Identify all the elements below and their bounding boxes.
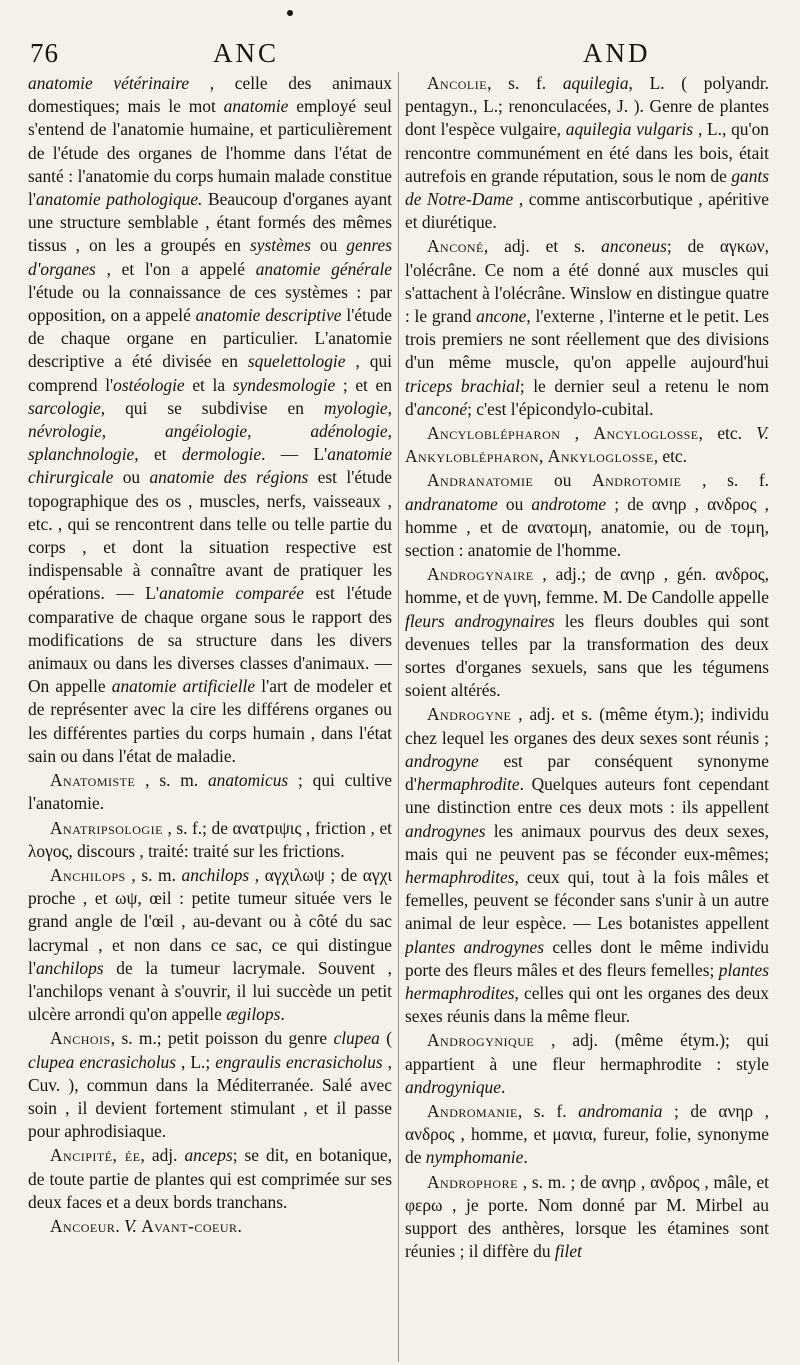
- italic-term: V.: [756, 423, 769, 444]
- dictionary-entry: [405, 469, 769, 562]
- dictionary-entry: [405, 1100, 769, 1170]
- entry-text: .: [523, 1147, 528, 1168]
- italic-term: fleurs androgynaires: [405, 610, 555, 631]
- italic-term: hermaphrodites: [405, 866, 515, 887]
- entry-text: est par conséquent synonyme d': [405, 750, 769, 795]
- entry-headword: Ancyloglosse: [593, 423, 699, 444]
- column-divider: [398, 72, 399, 1362]
- dictionary-entry: [405, 72, 769, 234]
- italic-term: aquilegia: [562, 73, 629, 93]
- entry-headword: Ankyloblépharon, Ankyloglosse: [405, 446, 654, 467]
- entry-text: , s. f.: [681, 470, 769, 491]
- entry-text: ,: [560, 423, 594, 444]
- entry-text: ; c'est l'épicondylo-cubital.: [467, 398, 654, 419]
- entry-text: Beaucoup d'organes ayant une structure semblable , étant formés des mêmes tissus , on les a groupés en: [28, 189, 392, 256]
- entry-text: celles dont le même individu porte des fleurs mâles et des fleurs femelles;: [405, 936, 769, 980]
- entry-text: (: [379, 1028, 392, 1049]
- dictionary-entry: [405, 703, 769, 1028]
- italic-term: anatomie des régions: [149, 467, 309, 488]
- italic-term: anchilops: [181, 864, 250, 885]
- dictionary-entry: [28, 1144, 392, 1214]
- italic-term: splanchnologie: [28, 444, 135, 465]
- entry-text: , s. m. ; de ανηρ , ανδρος , mâle, et φερω , je porte. Nom donné par M. Mirbel au support des anthères, lorsque les étamines sont réunies ; il diffère du: [405, 1171, 769, 1262]
- italic-term: anatomie pathologique.: [35, 189, 203, 210]
- italic-term: andromania: [578, 1100, 663, 1121]
- entry-headword: Androgynique: [427, 1030, 535, 1051]
- entry-text: , s. m.: [125, 864, 182, 885]
- dictionary-entry: [405, 1171, 769, 1264]
- italic-term: androtome: [531, 493, 607, 514]
- entry-text: , L. ( polyandr. pentagyn., L.; renonculacées, J. ). Genre de plantes dont l'espèce vulgaire,: [405, 73, 769, 140]
- entry-headword: Anchois: [50, 1028, 111, 1049]
- entry-text: .: [500, 1076, 506, 1097]
- entry-headword: Anatomiste: [50, 770, 136, 791]
- italic-term: anatomicus: [207, 770, 289, 791]
- italic-term: plantes androgynes: [405, 936, 545, 957]
- italic-term: ostéologie: [113, 374, 185, 395]
- italic-term: andranatome: [405, 493, 498, 514]
- entry-text: , l'externe , l'interne et le petit. Les trois premiers ne sont réellement que des divisions d'un même muscle, qu'on appelle aujourd'hui: [405, 306, 769, 373]
- dictionary-entry: [405, 1029, 769, 1099]
- entry-text: l'étude de chaque organe en particulier. L'anatomie descriptive a été divisée en: [28, 305, 392, 372]
- entry-text: l'art de modeler et de représenter avec la cire les différens organes ou les différentes parties du corps humain , dans l'état sain ou dans l'état de maladie.: [28, 676, 392, 766]
- italic-term: V.: [124, 1215, 137, 1236]
- dictionary-entry: [28, 769, 392, 815]
- entry-text: , comme antiscorbutique , apéritive et diurétique.: [405, 189, 769, 233]
- entry-text: .: [237, 1215, 242, 1236]
- entry-text: , L., qu'on rencontre communément en été dans les bois, était autrefois en grande réputation, sous le nom de: [405, 119, 769, 186]
- italic-term: dermologie: [181, 444, 262, 465]
- entry-text: , qui comprend l': [28, 351, 392, 395]
- entry-text: de la tumeur lacrymale. Souvent , l'anchilops venant à s'ouvrir, il lui succède un petit ulcère arrondi qu'on appelle: [28, 957, 392, 1025]
- italic-term: anatomie comparée: [159, 583, 304, 604]
- entry-headword: Andranatomie: [427, 470, 534, 491]
- italic-term: nymphomanie: [425, 1147, 524, 1168]
- italic-term: gants de Notre-Dame: [405, 165, 769, 210]
- entry-text: , et l'on a appelé: [95, 258, 256, 279]
- page-number: 76: [30, 38, 59, 68]
- entry-headword: Anconé: [427, 236, 484, 257]
- italic-term: filet: [554, 1241, 582, 1262]
- entry-headword: Andromanie: [427, 1100, 518, 1121]
- italic-term: anconeus: [601, 236, 667, 257]
- entry-headword: Androgynaire: [427, 564, 534, 585]
- entry-headword: Avant-coeur: [141, 1215, 238, 1236]
- entry-headword: Anatripsologie: [50, 817, 163, 838]
- entry-text: , adj.: [140, 1145, 185, 1166]
- entry-text: , ceux qui, tout à la fois mâles et femelles, peuvent se féconder sans s'unir à un autre animal de leur espèce. — Les botanistes appellent: [405, 866, 769, 934]
- italic-term: anceps: [184, 1145, 233, 1166]
- italic-term: aquilegia vulgaris: [565, 119, 694, 140]
- entry-text: . Quelques auteurs font cependant une distinction entre ces deux mots : ils appellent: [405, 774, 769, 818]
- italic-term: anatomie descriptive: [195, 305, 342, 326]
- dictionary-entry: [28, 1215, 392, 1238]
- italic-term: androgyne: [405, 750, 479, 771]
- entry-text: ; le dernier seul a retenu le nom d': [405, 375, 769, 419]
- left-column: [28, 72, 392, 1362]
- entry-headword: Androphore: [427, 1171, 518, 1192]
- dictionary-entry: [405, 235, 769, 421]
- dictionary-entry: [28, 864, 392, 1026]
- entry-text: , etc.: [653, 446, 687, 467]
- entry-text: ; et en: [335, 374, 392, 395]
- italic-term: systèmes: [250, 235, 311, 256]
- entry-text: , adj. et s. (même étym.); individu chez lequel les organes des deux sexes sont réunis ;: [405, 704, 769, 748]
- entry-text: ou: [533, 470, 593, 491]
- entry-text: . — L': [261, 444, 328, 465]
- italic-term: anatomie vétérinaire: [28, 73, 190, 93]
- ink-speck: [287, 10, 293, 16]
- italic-term: anchilops: [35, 957, 104, 978]
- entry-text: .: [280, 1004, 285, 1025]
- running-head-right: AND: [583, 38, 651, 68]
- entry-text: , s. m.; petit poisson du genre: [110, 1028, 334, 1049]
- right-column: [405, 72, 769, 1362]
- entry-text: , s. m.: [135, 770, 208, 791]
- italic-term: hermaphrodite: [416, 774, 520, 795]
- page-header: [28, 38, 788, 68]
- italic-term: anatomie: [223, 96, 289, 117]
- entry-text: ,: [387, 397, 392, 418]
- entry-text: ; de ανηρ , ανδρος , homme, et μανια, fureur, folie, synonyme de: [405, 1100, 769, 1168]
- italic-term: ancone: [476, 306, 527, 327]
- dictionary-entry: [405, 563, 769, 702]
- italic-term: plantes hermaphrodites: [405, 959, 769, 1003]
- dictionary-entry: [28, 1027, 392, 1143]
- entry-text: et la: [184, 374, 233, 395]
- dictionary-entry: [405, 422, 769, 468]
- entry-text: , adj. et s.: [483, 236, 602, 257]
- entry-text: l'étude ou la connaissance de ces systèmes : par opposition, on a appelé: [28, 281, 392, 326]
- italic-term: sarcologie: [28, 397, 101, 418]
- italic-term: angéiologie: [164, 421, 248, 442]
- entry-text: ou: [497, 493, 532, 514]
- entry-text: , qui se subdivise en: [100, 397, 324, 418]
- entry-text: ,: [387, 421, 392, 442]
- entry-text: , αγχιλωψ ; de αγχι proche , et ωψ, œil : petite tumeur située vers le grand angle de l'œil , au-devant ou à côté du sac lacrymal , et non dans ce sac, ce qui distingue l': [28, 864, 392, 978]
- entry-text: , adj.; de ανηρ , gén. ανδρος, homme, et de γυνη, femme. M. De Candolle appelle: [405, 564, 769, 608]
- dictionary-entry: [28, 817, 392, 863]
- entry-text: , s. f.: [517, 1100, 579, 1121]
- entry-headword: Anchilops: [50, 864, 126, 885]
- entry-text: est l'étude comparative de chaque organe sous le rapport des modifications de sa structure dans les divers animaux ou dans les diverses classes d'animaux. — On appelle: [28, 583, 392, 697]
- entry-headword: Ancyloblépharon: [427, 423, 561, 444]
- entry-text: les animaux pourvus des deux sexes, mais qui ne peuvent pas se féconder eux-mêmes;: [405, 820, 769, 864]
- entry-text: , s. f.; de ανατριψις , friction , et λογος, discours , traité: traité sur les frictions.: [28, 817, 392, 861]
- entry-text: , et: [134, 444, 182, 465]
- entry-headword: Androgyne: [427, 704, 512, 725]
- entry-text: , celle des animaux domestiques; mais le mot: [28, 73, 392, 117]
- italic-term: syndesmologie: [232, 374, 336, 395]
- entry-text: , celles qui ont les organes des deux sexes réunis dans la même fleur.: [405, 982, 769, 1027]
- entry-text: est l'étude topographique des os , muscles, nerfs, vaisseaux , etc. , qui se rencontrent dans telle ou telle partie du corps , et dont la situation respective est indispensable à connaître avant de pratiquer les opérations. — L': [28, 467, 392, 604]
- italic-term: anatomie chirurgicale: [28, 444, 392, 488]
- entry-text: , etc.: [698, 423, 757, 444]
- entry-text: , s. f.: [487, 73, 563, 93]
- italic-term: clupea encrasicholus: [28, 1051, 176, 1072]
- italic-term: engraulis encrasicholus: [215, 1051, 383, 1072]
- entry-text: les fleurs doubles qui sont devenues telles par la transformation des deux sortes d'organes sexuels, sans que les tégumens soient altérés.: [405, 610, 769, 701]
- entry-headword: Ancoeur: [50, 1215, 116, 1236]
- entry-text: ; se dit, en botanique, de toute partie de plantes qui est comprimée sur ses deux faces et a deux bords tranchans.: [28, 1145, 392, 1212]
- italic-term: ægilops: [226, 1004, 281, 1025]
- italic-term: androgynes: [405, 820, 486, 841]
- entry-text: ; de ανηρ , ανδρος , homme , et de ανατομη, anatomie, ou de τομη, section : anatomie de l'homme.: [405, 493, 769, 561]
- italic-term: triceps brachial: [405, 375, 520, 396]
- italic-term: clupea: [333, 1028, 380, 1049]
- italic-term: androgynique: [405, 1076, 501, 1097]
- italic-term: anconé: [416, 398, 468, 419]
- entry-text: .: [115, 1215, 125, 1236]
- entry-headword: Androtomie: [592, 470, 682, 491]
- entry-text: ; de αγκων, l'olécrâne. Ce nom a été donné aux muscles qui s'attachent à l'olécrâne. Winslow en distingue quatre : le grand: [405, 236, 769, 327]
- entry-text: , adj. (même étym.); qui appartient à une fleur hermaphrodite : style: [405, 1030, 769, 1074]
- entry-headword: Ancolie: [427, 73, 488, 93]
- italic-term: squelettologie: [247, 351, 346, 372]
- entry-text: ; qui cultive l'anatomie.: [28, 770, 392, 814]
- italic-term: névrologie: [28, 421, 102, 442]
- entry-text: ,: [247, 421, 311, 442]
- dictionary-entry: [28, 72, 392, 768]
- italic-term: myologie: [323, 397, 388, 418]
- italic-term: adénologie: [310, 421, 388, 442]
- entry-text: ou: [310, 235, 347, 256]
- italic-term: anatomie générale: [255, 258, 392, 279]
- running-head-left: ANC: [213, 38, 280, 68]
- entry-text: ou: [113, 467, 150, 488]
- entry-text: , L.;: [176, 1051, 216, 1072]
- italic-term: genres d'organes: [28, 235, 392, 279]
- entry-text: ,: [101, 421, 165, 442]
- entry-headword: Ancipité, ée: [50, 1145, 141, 1166]
- italic-term: anatomie artificielle: [111, 676, 256, 697]
- entry-text: , Cuv. ), commun dans la Méditerranée. Salé avec soin , il devient fortement stimulant , et il passe pour aphrodisiaque.: [28, 1051, 392, 1142]
- entry-text: employé seul s'entend de l'anatomie humaine, et particulièrement de l'étude des organes de l'homme dans l'état de santé : l'anatomie du corps humain malade constitue l': [28, 96, 392, 210]
